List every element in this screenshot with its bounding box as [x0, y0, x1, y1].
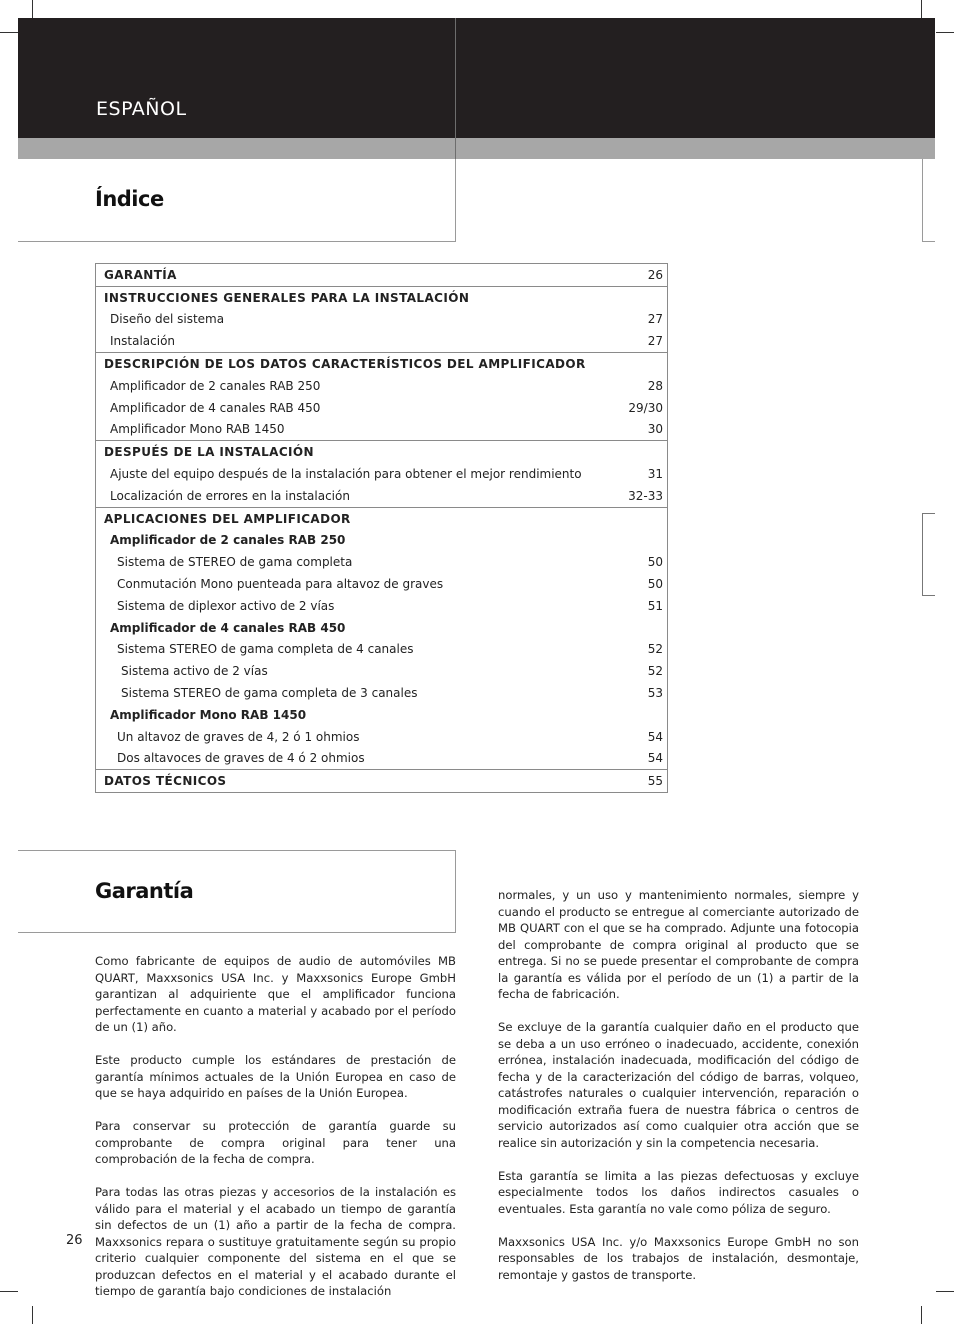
crop-mark [936, 1291, 954, 1292]
toc-row [96, 353, 667, 375]
toc-row [96, 573, 667, 595]
warranty-box-bottom [18, 932, 456, 933]
warranty-box-right [455, 850, 456, 933]
toc-row [96, 419, 667, 441]
toc-row [96, 309, 667, 331]
toc-entry-label: Sistema STEREO de gama completa de 4 canales [117, 642, 414, 657]
toc-group [96, 352, 667, 440]
toc-row [96, 682, 667, 704]
warranty-title: Garantía [95, 879, 194, 903]
toc-entry-label: Localización de errores en la instalación [110, 488, 350, 503]
index-title: Índice [95, 187, 164, 211]
toc-entry-page: 27 [647, 312, 663, 327]
toc-entry-page: 53 [647, 686, 663, 701]
toc-entry-label: Dos altavoces de graves de 4 ó 2 ohmios [117, 751, 365, 766]
toc-row [96, 508, 667, 530]
toc-entry-label: DESPUÉS DE LA INSTALACIÓN [104, 445, 314, 460]
toc-row [96, 397, 667, 419]
language-label: ESPAÑOL [96, 98, 187, 120]
warranty-left-column [95, 953, 456, 1316]
toc-entry-page: 28 [647, 378, 663, 393]
toc-entry-page: 26 [647, 267, 663, 282]
right-margin-line-foot [922, 241, 935, 242]
toc-entry-page: 32-33 [628, 488, 663, 503]
toc-entry-label: Ajuste del equipo después de la instalación para obtener el mejor rendimiento [110, 467, 582, 482]
toc-entry-label: Sistema activo de 2 vías [121, 664, 268, 679]
toc-entry-page: 31 [647, 467, 663, 482]
crop-mark [0, 1291, 18, 1292]
toc-entry-label: DESCRIPCIÓN DE LOS DATOS CARACTERÍSTICOS DEL AMPLIFICADOR [104, 357, 586, 372]
warranty-paragraph: Esta garantía se limita a las piezas defectuosas y excluye especialmente todos los daños indirectos casuales o eventuales. Esta garantía no vale como póliza de seguro. [498, 1168, 859, 1216]
warranty-paragraph: normales, y un uso y mantenimiento normales, siempre y cuando el producto se entregue al comerciante autorizado de MB QUART con el que se ha comprado. Adjunte una fotocopia del comprobante de compra original al producto que se entrega. Si no se puede presentar el comprobante de compra la garantía es válida por el período de un (1) a partir de la fecha de fabricación. [498, 888, 859, 1001]
header-gray-strip [18, 138, 935, 159]
toc-entry-page: 55 [647, 774, 663, 789]
toc-entry-label: DATOS TÉCNICOS [104, 774, 227, 789]
toc-row [96, 639, 667, 661]
toc-group [96, 264, 667, 286]
toc-entry-label: Diseño del sistema [110, 312, 225, 327]
crop-mark [936, 32, 954, 33]
toc-group [96, 769, 667, 792]
warranty-paragraph: Este producto cumple los estándares de prestación de garantía mínimos actuales de la Unión Europea en caso de que se haya adquirido en países de la Unión Europea. [95, 1053, 456, 1100]
toc-group [96, 507, 667, 770]
warranty-right-column [498, 887, 859, 1300]
toc-row [96, 287, 667, 309]
warranty-box-top [18, 850, 456, 851]
crop-mark [921, 0, 922, 18]
toc-entry-label: Sistema STEREO de gama completa de 3 canales [121, 686, 418, 701]
toc-row [96, 726, 667, 748]
right-margin-line [922, 159, 923, 242]
toc-entry-label: INSTRUCCIONES GENERALES PARA LA INSTALACIÓN [104, 290, 470, 305]
toc-group [96, 440, 667, 506]
warranty-paragraph: Para todas las otras piezas y accesorios de la instalación es válido para el material y el acabado un tiempo de garantía sin defectos de un (1) año a partir de la fecha de compra. Maxxsonics repara o sustituye gratuitamente según su propio criterio cualquier componente del sistema en el que se produzcan defectos en el material y el acabado durante el tiempo de garantía bajo condiciones de instalación [95, 1185, 456, 1298]
toc-row [96, 375, 667, 397]
toc-entry-page: 52 [647, 664, 663, 679]
toc-entry-label: APLICACIONES DEL AMPLIFICADOR [104, 511, 351, 526]
toc-row [96, 660, 667, 682]
toc-row [96, 530, 667, 552]
toc-entry-label: Amplificador de 4 canales RAB 450 [110, 620, 346, 635]
toc-entry-page: 52 [647, 642, 663, 657]
toc-row [96, 595, 667, 617]
crop-mark [921, 1306, 922, 1324]
toc-entry-label: Amplificador de 2 canales RAB 250 [110, 533, 346, 548]
crop-mark [0, 32, 18, 33]
toc-entry-page: 30 [647, 422, 663, 437]
toc-row [96, 748, 667, 770]
toc-entry-label: Conmutación Mono puenteada para altavoz de graves [117, 577, 444, 592]
toc-row [96, 441, 667, 463]
toc-row [96, 485, 667, 507]
toc-entry-label: Instalación [110, 334, 176, 349]
warranty-paragraph: Para conservar su protección de garantía guarde su comprobante de compra original para tener una comprobación de la fecha de compra. [95, 1119, 456, 1166]
toc-entry-page: 50 [647, 577, 663, 592]
crop-mark [32, 1306, 33, 1324]
toc-entry-label: GARANTÍA [104, 267, 177, 282]
toc-entry-label: Sistema de STEREO de gama completa [117, 555, 353, 570]
crop-mark [32, 0, 33, 18]
toc-group [96, 286, 667, 352]
warranty-paragraph: Se excluye de la garantía cualquier daño en el producto que se deba a un uso erróneo o inadecuado, accidente, conexión errónea, instalación inadecuada, modificación del código de fecha y de la caracterización del código de barras, volqueo, catástrofes naturales o cualquier intervención, reparación o modificación extraña fuera de nuestra fábrica o centros de servicio autorizados así como cualquier otra acción que se realice sin autorización y sin la competencia necesaria. [498, 1020, 859, 1150]
toc-row [96, 770, 667, 792]
toc-entry-page: 27 [647, 334, 663, 349]
toc-entry-page: 50 [647, 555, 663, 570]
index-box-right [455, 159, 456, 242]
toc-entry-label: Amplificador Mono RAB 1450 [110, 422, 285, 437]
toc-row [96, 617, 667, 639]
toc-entry-label: Sistema de diplexor activo de 2 vías [117, 598, 335, 613]
toc-row [96, 551, 667, 573]
page-number: 26 [66, 1233, 83, 1248]
header-divider [455, 18, 456, 159]
side-tab-marker [922, 513, 935, 596]
header-band [18, 18, 935, 138]
warranty-paragraph: Maxxsonics USA Inc. y/o Maxxsonics Europe GmbH no son responsables de los trabajos de instalación, desmontaje, remontaje y gastos de transporte. [498, 1234, 859, 1282]
toc-row [96, 264, 667, 286]
warranty-paragraph: Como fabricante de equipos de audio de automóviles MB QUART, Maxxsonics USA Inc. y Maxxsonics Europe GmbH garantizan al adquiriente que el amplificador funciona perfectamente en cuanto a material y acabado por el período de un (1) año. [95, 954, 456, 1034]
toc-entry-label: Un altavoz de graves de 4, 2 ó 1 ohmios [117, 729, 360, 744]
toc-entry-page: 51 [647, 598, 663, 613]
toc-entry-label: Amplificador de 2 canales RAB 250 [110, 378, 321, 393]
toc-entry-page: 29/30 [628, 400, 663, 415]
toc-row [96, 704, 667, 726]
toc-entry-label: Amplificador Mono RAB 1450 [110, 707, 307, 722]
toc-entry-page: 54 [647, 751, 663, 766]
table-of-contents [95, 263, 668, 793]
index-box-bottom [18, 241, 456, 242]
toc-entry-page: 54 [647, 729, 663, 744]
toc-row [96, 330, 667, 352]
toc-row [96, 463, 667, 485]
toc-entry-label: Amplificador de 4 canales RAB 450 [110, 400, 321, 415]
